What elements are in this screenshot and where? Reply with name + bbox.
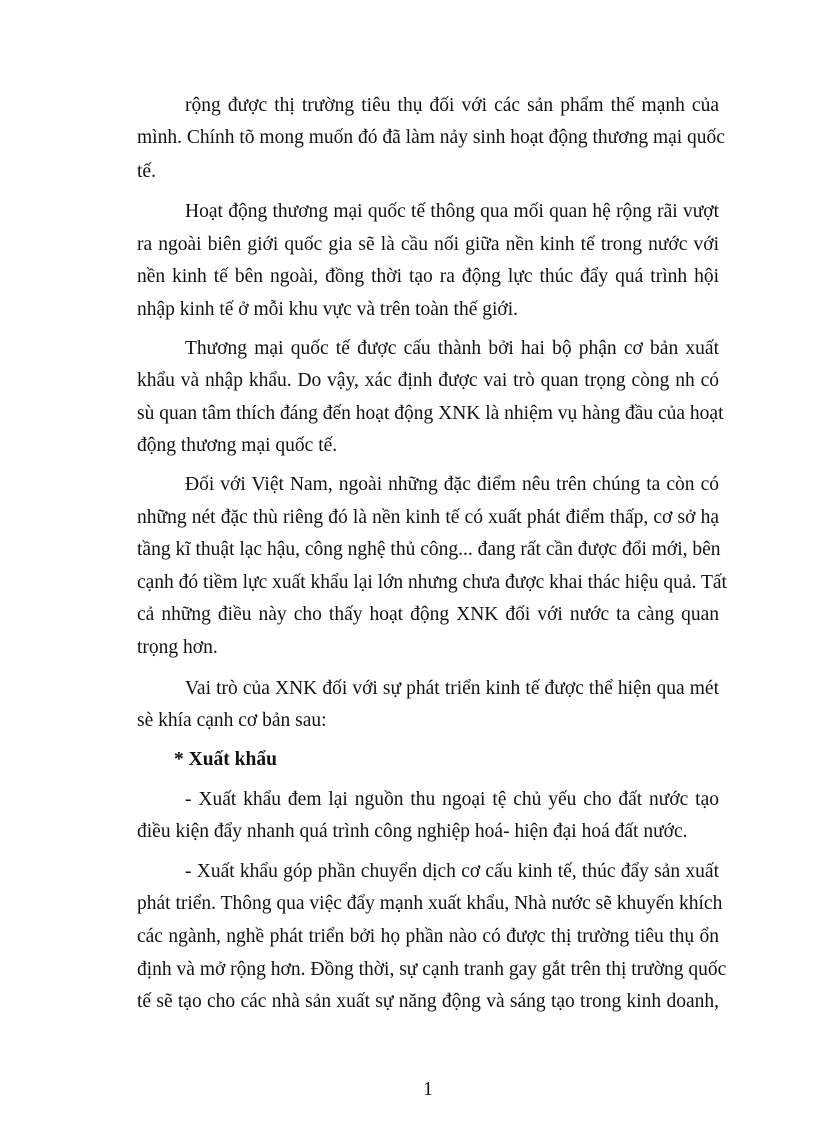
paragraph-line: Hoạt động thương mại quốc tế thông qua mối quan hệ rộng rãi vượt [185, 201, 719, 222]
paragraph-line: phát triển. Thông qua việc đẩy mạnh xuất khẩu, Nhà nước sẽ khuyến khích [137, 893, 723, 914]
paragraph-line: - Xuất khẩu đem lại nguồn thu ngoại tệ chủ yếu cho đất nước tạo [185, 789, 719, 810]
paragraph-line: Đối với Việt Nam, ngoài những đặc điểm nêu trên chúng ta còn có [185, 474, 719, 495]
paragraph-line: sù quan tâm thích đáng đến hoạt động XNK là nhiệm vụ hàng đầu của hoạt [137, 403, 724, 424]
page-number: 1 [423, 1079, 433, 1100]
paragraph-line: định và mở rộng hơn. Đồng thời, sự cạnh tranh gay gắt trên thị trường quốc [137, 959, 727, 980]
paragraph-line: cả những điều này cho thấy hoạt động XNK đối với nước ta càng quan [137, 604, 719, 625]
paragraph-line: tế. [137, 161, 156, 182]
paragraph-line: sè khía cạnh cơ bản sau: [137, 710, 327, 731]
paragraph-line: Thương mại quốc tế được cấu thành bởi hai bộ phận cơ bản xuất [185, 338, 719, 359]
section-heading: * Xuất khẩu [174, 749, 277, 770]
paragraph-line: tầng kĩ thuật lạc hậu, công nghệ thủ công... đang rất cần được đổi mới, bên [137, 539, 721, 560]
paragraph-line: những nét đặc thù riêng đó là nền kinh tế có xuất phát điểm thấp, cơ sở hạ [137, 507, 719, 528]
paragraph-line: rộng được thị trường tiêu thụ đối với các sản phẩm thế mạnh của [185, 95, 719, 116]
paragraph-line: trọng hơn. [137, 637, 218, 658]
paragraph-line: nhập kinh tế ở mỗi khu vực và trên toàn thế giới. [137, 299, 519, 320]
paragraph-line: khẩu và nhập khẩu. Do vậy, xác định được vai trò quan trọng còng nh có [137, 370, 719, 391]
paragraph-line: tế sẽ tạo cho các nhà sản xuất sự năng động và sáng tạo trong kinh doanh, [137, 991, 719, 1012]
paragraph-line: mình. Chính tõ mong muốn đó đã làm nảy sinh hoạt động thương mại quốc [137, 127, 725, 148]
paragraph-line: động thương mại quốc tế. [137, 435, 338, 456]
paragraph-line: - Xuất khẩu góp phần chuyển dịch cơ cấu kinh tế, thúc đẩy sản xuất [185, 861, 719, 882]
paragraph-line: nền kinh tế bên ngoài, đồng thời tạo ra động lực thúc đẩy quá trình hội [137, 266, 719, 287]
paragraph-line: ra ngoài biên giới quốc gia sẽ là cầu nối giữa nền kinh tế trong nước với [137, 234, 719, 255]
paragraph-line: cạnh đó tiềm lực xuất khẩu lại lớn nhưng chưa được khai thác hiệu quả. Tất [137, 572, 727, 593]
paragraph-line: điều kiện đẩy nhanh quá trình công nghiệp hoá- hiện đại hoá đất nước. [137, 821, 688, 842]
paragraph-line: các ngành, nghề phát triển bởi họ phần nào có được thị trường tiêu thụ ổn [137, 926, 719, 947]
paragraph-line: Vai trò của XNK đối với sự phát triển kinh tế được thể hiện qua mét [185, 678, 719, 699]
